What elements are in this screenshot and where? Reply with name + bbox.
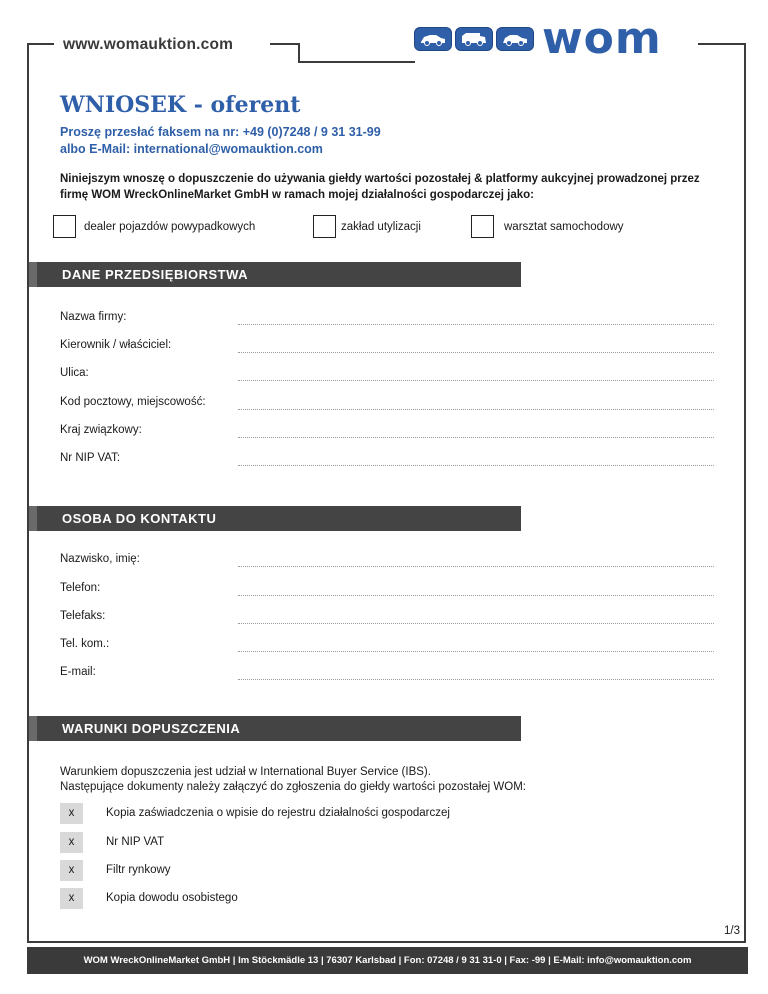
checkbox-dealer[interactable]	[53, 215, 255, 238]
car-icon	[414, 27, 452, 51]
van-icon	[455, 27, 493, 51]
section-notch	[29, 506, 37, 531]
checkbox-box[interactable]	[471, 215, 494, 238]
requirement-item	[60, 859, 171, 881]
field-vat[interactable]	[60, 452, 714, 470]
field-street[interactable]	[60, 367, 714, 385]
requirement-label: Kopia dowodu osobistego	[106, 892, 238, 904]
frame-top-mid	[270, 43, 300, 45]
field-email[interactable]	[60, 666, 714, 684]
field-line[interactable]	[238, 679, 714, 680]
field-manager[interactable]	[60, 339, 714, 357]
frame-top-low	[298, 61, 415, 63]
check-mark: x	[60, 832, 83, 853]
field-line[interactable]	[238, 595, 714, 596]
checkbox-recycling[interactable]	[313, 215, 421, 238]
section-notch	[29, 716, 37, 741]
logo-vehicles	[414, 27, 534, 51]
checkbox-box[interactable]	[53, 215, 76, 238]
field-line[interactable]	[238, 623, 714, 624]
requirement-item	[60, 831, 164, 853]
conditions-line-2: Następujące dokumenty należy załączyć do zgłoszenia do giełdy wartości pozostałej WOM:	[60, 781, 526, 793]
fax-instructions	[60, 124, 381, 158]
frame-top-right	[698, 43, 746, 45]
frame-step	[298, 43, 300, 63]
footer-bar	[27, 947, 748, 974]
field-label: Ulica:	[60, 367, 89, 379]
page-number: 1/3	[724, 925, 740, 937]
field-label: Kod pocztowy, miejscowość:	[60, 396, 206, 408]
field-postal-city[interactable]	[60, 396, 714, 414]
field-label: Tel. kom.:	[60, 638, 110, 650]
section-header-company	[29, 262, 521, 287]
field-label: Nazwisko, imię:	[60, 553, 140, 565]
section-header-conditions	[29, 716, 521, 741]
section-title: WARUNKI DOPUSZCZENIA	[62, 721, 241, 736]
field-label: Nr NIP VAT:	[60, 452, 121, 464]
requirement-label: Nr NIP VAT	[106, 836, 165, 848]
checkbox-label: warsztat samochodowy	[504, 220, 624, 233]
footer-text: WOM WreckOnlineMarket GmbH | Im Stöckmädle 13 | 76307 Karlsbad | Fon: 07248 / 9 31 31-0 | Fax: -99 | E-Mail: info@womauktion.com	[83, 955, 692, 966]
field-line[interactable]	[238, 380, 714, 381]
field-line[interactable]	[238, 437, 714, 438]
checkbox-box[interactable]	[313, 215, 336, 238]
section-notch	[29, 262, 37, 287]
email-line: albo E-Mail: international@womauktion.com	[60, 142, 323, 156]
fax-line-1: Proszę przesłać faksem na nr: +49 (0)7248 / 9 31 31-99	[60, 125, 381, 139]
checkbox-workshop[interactable]	[471, 215, 624, 238]
field-label: Kraj związkowy:	[60, 424, 142, 436]
field-company-name[interactable]	[60, 311, 714, 329]
conditions-line-1: Warunkiem dopuszczenia jest udział w International Buyer Service (IBS).	[60, 766, 431, 778]
check-mark: x	[60, 803, 83, 824]
field-line[interactable]	[238, 465, 714, 466]
field-label: Telefaks:	[60, 610, 106, 622]
requirement-item	[60, 802, 450, 824]
field-line[interactable]	[238, 651, 714, 652]
checkbox-label: dealer pojazdów powypadkowych	[84, 220, 256, 233]
field-line[interactable]	[238, 324, 714, 325]
intro-text: Niniejszym wnoszę o dopuszczenie do używania giełdy wartości pozostałej & platformy aukcyjnej prowadzonej przez firmę WOM WreckOnlineMarket GmbH w ramach mojej działalności gospodarczej jako:	[60, 173, 700, 201]
section-header-contact	[29, 506, 521, 531]
field-label: Nazwa firmy:	[60, 311, 127, 323]
section-title: OSOBA DO KONTAKTU	[62, 511, 217, 526]
form-title: WNIOSEK - oferent	[60, 92, 301, 118]
check-mark: x	[60, 860, 83, 881]
requirement-label: Kopia zaświadczenia o wpisie do rejestru działalności gospodarczej	[106, 807, 450, 819]
field-line[interactable]	[238, 352, 714, 353]
frame-top-left	[27, 43, 54, 45]
field-fax[interactable]	[60, 610, 714, 628]
field-mobile[interactable]	[60, 638, 714, 656]
field-line[interactable]	[238, 566, 714, 567]
field-label: Kierownik / właściciel:	[60, 339, 172, 351]
conditions-text	[60, 765, 700, 795]
requirement-item	[60, 887, 238, 909]
checkbox-label: zakład utylizacji	[341, 220, 421, 233]
logo-text: wom	[542, 13, 662, 64]
website-url: www.womauktion.com	[63, 36, 234, 53]
check-mark: x	[60, 888, 83, 909]
car-icon-2	[496, 27, 534, 51]
field-label: E-mail:	[60, 666, 96, 678]
wom-logo	[542, 14, 662, 64]
field-label: Telefon:	[60, 582, 101, 594]
field-line[interactable]	[238, 409, 714, 410]
requirement-label: Filtr rynkowy	[106, 864, 171, 876]
field-name[interactable]	[60, 553, 714, 571]
section-title: DANE PRZEDSIĘBIORSTWA	[62, 267, 249, 282]
field-phone[interactable]	[60, 582, 714, 600]
field-state[interactable]	[60, 424, 714, 442]
